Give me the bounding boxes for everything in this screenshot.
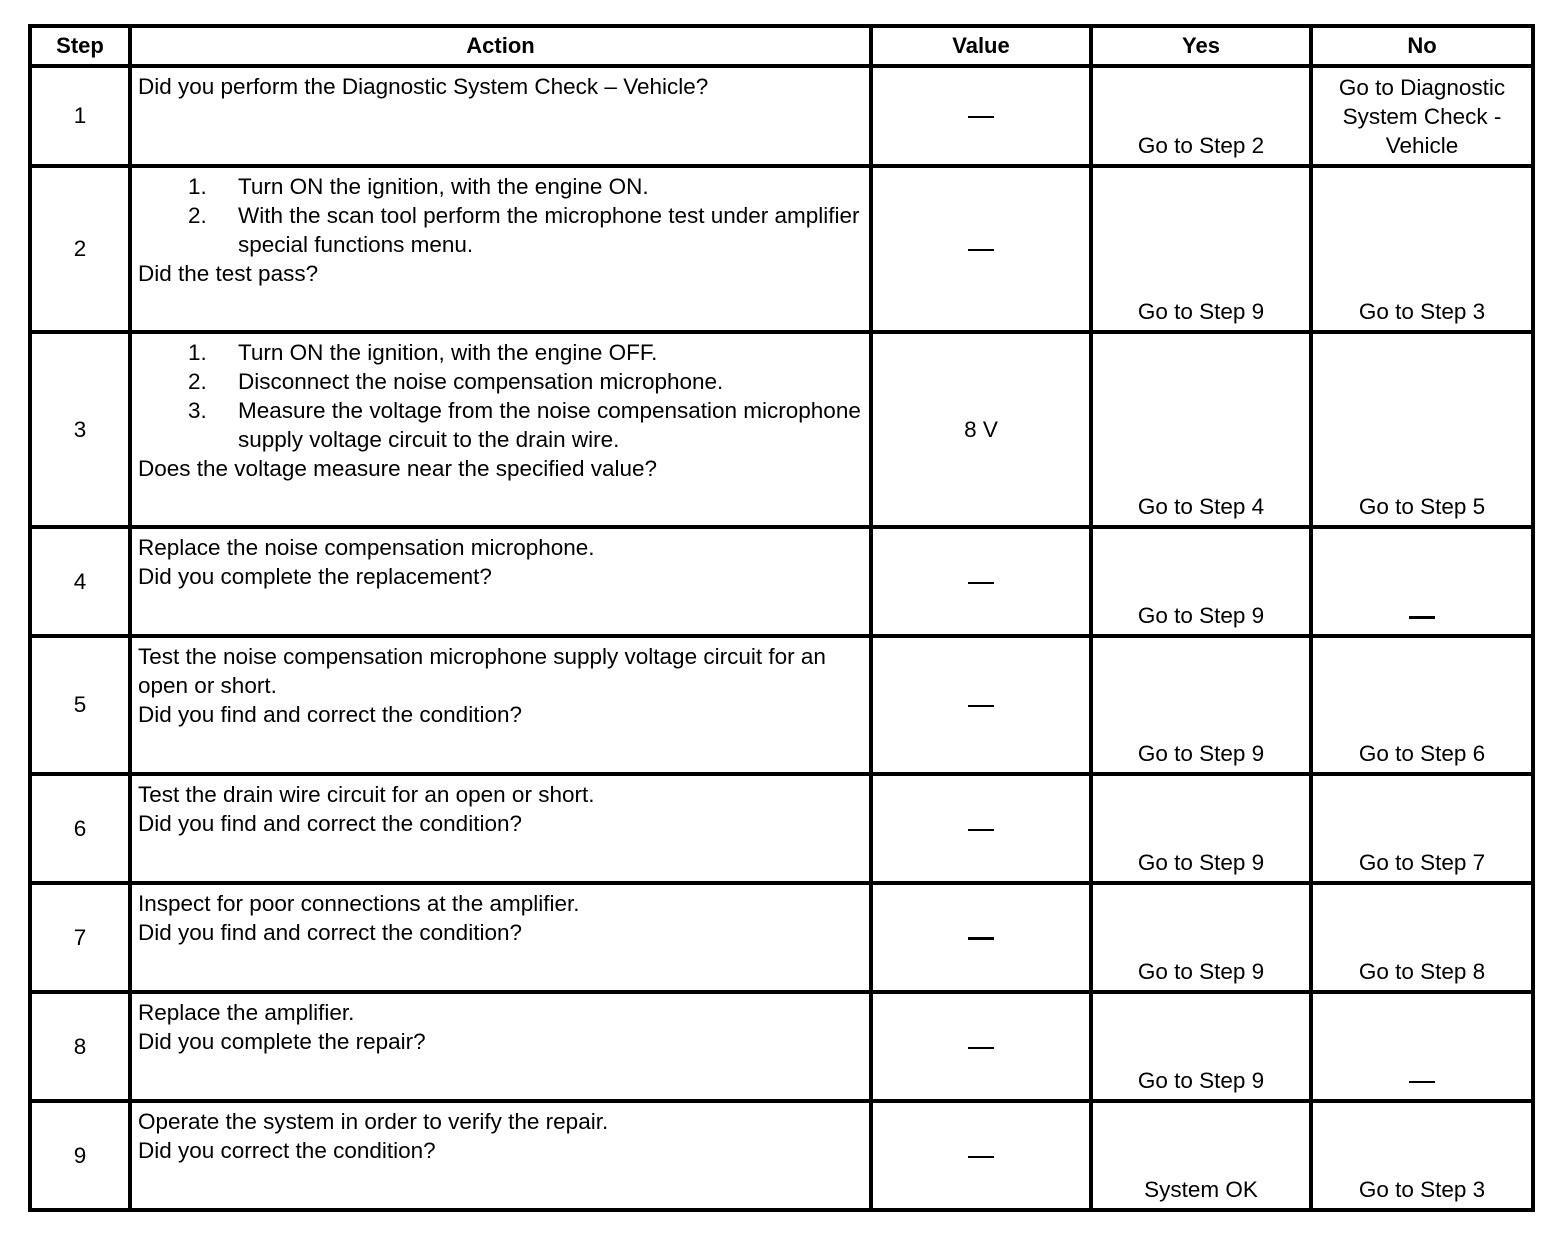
action-question: Did you find and correct the condition? [138,702,522,727]
action-question: Did you correct the condition? [138,1138,436,1163]
table-row [30,66,1533,166]
step-number: 9 [30,1101,130,1210]
table-row [30,774,1533,883]
action-question: Did you complete the replacement? [138,564,492,589]
dash-value [968,1047,994,1049]
yes-cell: Go to Step 2 [1091,66,1311,166]
action-cell [130,774,871,883]
value-cell [871,636,1091,774]
table-row [30,1101,1533,1210]
table-row [30,527,1533,636]
dash-value [968,249,994,251]
action-cell [130,66,871,166]
action-step-item: 2. With the scan tool perform the microphone test under amplifier special functions menu. [188,203,860,257]
step-number: 5 [30,636,130,774]
action-intro: Test the drain wire circuit for an open or short. [138,782,595,807]
table-row [30,636,1533,774]
dash-no [1409,1081,1435,1083]
action-cell [130,883,871,992]
value-cell [871,66,1091,166]
header-yes: Yes [1091,26,1311,66]
action-question: Did you find and correct the condition? [138,811,522,836]
value-cell [871,527,1091,636]
dash-value [968,116,994,118]
no-cell [1311,527,1533,636]
action-intro: Inspect for poor connections at the amplifier. [138,891,580,916]
no-cell: Go to Step 3 [1311,166,1533,332]
action-step-item: 2. Disconnect the noise compensation microphone. [188,369,724,394]
diagnostic-table [28,24,1535,1212]
action-cell [130,166,871,332]
action-steps [138,172,861,259]
step-number: 1 [30,66,130,166]
table-row [30,332,1533,527]
action-intro: Replace the noise compensation microphone. [138,535,595,560]
dash-value [968,829,994,831]
step-number: 4 [30,527,130,636]
dash-value [968,937,994,940]
action-steps [138,338,861,454]
value-cell [871,774,1091,883]
table-row [30,992,1533,1101]
yes-cell: Go to Step 9 [1091,636,1311,774]
action-cell [130,527,871,636]
value-cell: 8 V [871,332,1091,527]
action-intro: Did you perform the Diagnostic System Check – Vehicle? [138,74,709,99]
action-question: Did you find and correct the condition? [138,920,522,945]
step-number: 3 [30,332,130,527]
no-cell: Go to Step 8 [1311,883,1533,992]
action-question: Did you complete the repair? [138,1029,426,1054]
dash-value [968,705,994,707]
action-cell [130,992,871,1101]
action-intro: Test the noise compensation microphone supply voltage circuit for an open or short. [138,644,826,698]
no-cell: Go to Step 5 [1311,332,1533,527]
yes-cell: Go to Step 9 [1091,774,1311,883]
action-cell [130,332,871,527]
yes-cell: Go to Step 9 [1091,992,1311,1101]
value-cell [871,166,1091,332]
action-intro: Operate the system in order to verify the repair. [138,1109,609,1134]
action-step-item: 1. Turn ON the ignition, with the engine ON. [188,174,649,199]
table-row [30,166,1533,332]
step-number: 6 [30,774,130,883]
no-cell: Go to Diagnostic System Check - Vehicle [1311,66,1533,166]
no-cell [1311,992,1533,1101]
action-question: Did the test pass? [138,261,319,286]
dash-value [968,1156,994,1158]
no-cell: Go to Step 3 [1311,1101,1533,1210]
action-step-item: 1. Turn ON the ignition, with the engine OFF. [188,340,658,365]
value-cell [871,992,1091,1101]
dash-no [1409,616,1435,619]
action-question: Does the voltage measure near the specified value? [138,456,658,481]
header-row [30,26,1533,66]
dash-value [968,582,994,584]
header-step: Step [30,26,130,66]
value-cell [871,883,1091,992]
yes-cell: Go to Step 9 [1091,527,1311,636]
yes-cell: System OK [1091,1101,1311,1210]
step-number: 8 [30,992,130,1101]
action-cell [130,636,871,774]
yes-cell: Go to Step 9 [1091,883,1311,992]
header-no: No [1311,26,1533,66]
action-intro: Replace the amplifier. [138,1000,355,1025]
yes-cell: Go to Step 9 [1091,166,1311,332]
step-number: 2 [30,166,130,332]
action-step-item: 3. Measure the voltage from the noise compensation microphone supply voltage circuit to the drain wire. [188,398,861,452]
header-value: Value [871,26,1091,66]
value-cell [871,1101,1091,1210]
no-cell: Go to Step 6 [1311,636,1533,774]
yes-cell: Go to Step 4 [1091,332,1311,527]
header-action: Action [130,26,871,66]
no-cell: Go to Step 7 [1311,774,1533,883]
table-row [30,883,1533,992]
step-number: 7 [30,883,130,992]
action-cell [130,1101,871,1210]
